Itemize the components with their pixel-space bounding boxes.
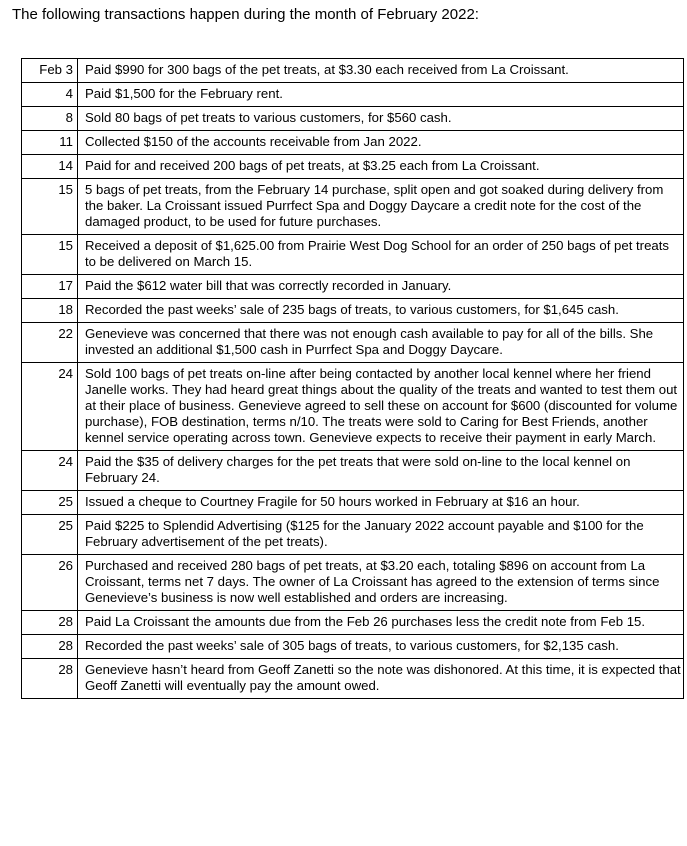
transaction-date: 11 xyxy=(22,131,78,155)
intro-text: The following transactions happen during the month of February 2022: xyxy=(12,6,479,23)
transaction-date: 28 xyxy=(22,611,78,635)
transaction-description: Recorded the past weeks’ sale of 235 bags of treats, to various customers, for $1,645 cash. xyxy=(78,299,684,323)
transaction-row xyxy=(22,131,684,155)
transaction-row xyxy=(22,179,684,235)
transaction-date: 15 xyxy=(22,179,78,235)
transaction-date: 24 xyxy=(22,363,78,451)
transaction-date: 25 xyxy=(22,515,78,555)
transaction-date: 8 xyxy=(22,107,78,131)
transaction-row xyxy=(22,323,684,363)
transaction-description: Issued a cheque to Courtney Fragile for 50 hours worked in February at $16 an hour. xyxy=(78,491,684,515)
transaction-date: 14 xyxy=(22,155,78,179)
transaction-date: 28 xyxy=(22,659,78,699)
transaction-date: 25 xyxy=(22,491,78,515)
transaction-date: 18 xyxy=(22,299,78,323)
transaction-date: 4 xyxy=(22,83,78,107)
transaction-row xyxy=(22,235,684,275)
transaction-row xyxy=(22,635,684,659)
transaction-date: 28 xyxy=(22,635,78,659)
transaction-row xyxy=(22,59,684,83)
transaction-description: Paid $1,500 for the February rent. xyxy=(78,83,684,107)
transaction-description: Paid La Croissant the amounts due from the Feb 26 purchases less the credit note from Feb 15. xyxy=(78,611,684,635)
transaction-row xyxy=(22,155,684,179)
transaction-row xyxy=(22,659,684,699)
transaction-description: Sold 80 bags of pet treats to various customers, for $560 cash. xyxy=(78,107,684,131)
transaction-description: Received a deposit of $1,625.00 from Prairie West Dog School for an order of 250 bags of pet treats to be delivered on March 15. xyxy=(78,235,684,275)
transaction-description: Genevieve hasn’t heard from Geoff Zanetti so the note was dishonored. At this time, it is expected that Geoff Zanetti will eventually pay the amount owed. xyxy=(78,659,684,699)
transaction-row xyxy=(22,611,684,635)
transaction-description: Paid $225 to Splendid Advertising ($125 for the January 2022 account payable and $100 for the February advertisement of the pet treats). xyxy=(78,515,684,555)
transaction-row xyxy=(22,491,684,515)
transaction-description: 5 bags of pet treats, from the February 14 purchase, split open and got soaked during delivery from the baker. La Croissant issued Purrfect Spa and Doggy Daycare a credit note for the cost of the damaged product, to be used for future purchases. xyxy=(78,179,684,235)
transaction-row xyxy=(22,515,684,555)
transactions-body xyxy=(22,59,684,699)
transaction-date: 24 xyxy=(22,451,78,491)
transaction-row xyxy=(22,555,684,611)
transaction-row xyxy=(22,107,684,131)
transaction-description: Paid $990 for 300 bags of the pet treats, at $3.30 each received from La Croissant. xyxy=(78,59,684,83)
transaction-row xyxy=(22,275,684,299)
transaction-description: Purchased and received 280 bags of pet treats, at $3.20 each, totaling $896 on account from La Croissant, terms net 7 days. The owner of La Croissant has agreed to the extension of terms since Genevieve’s business is now well established and orders are increasing. xyxy=(78,555,684,611)
transaction-date: 26 xyxy=(22,555,78,611)
transaction-date: Feb 3 xyxy=(22,59,78,83)
transaction-description: Paid the $35 of delivery charges for the pet treats that were sold on-line to the local kennel on February 24. xyxy=(78,451,684,491)
transaction-description: Paid for and received 200 bags of pet treats, at $3.25 each from La Croissant. xyxy=(78,155,684,179)
transaction-row xyxy=(22,363,684,451)
transaction-row xyxy=(22,299,684,323)
transaction-description: Genevieve was concerned that there was not enough cash available to pay for all of the bills. She invested an additional $1,500 cash in Purrfect Spa and Doggy Daycare. xyxy=(78,323,684,363)
transaction-date: 15 xyxy=(22,235,78,275)
transaction-date: 17 xyxy=(22,275,78,299)
transaction-description: Sold 100 bags of pet treats on-line after being contacted by another local kennel where her friend Janelle works. They had heard great things about the quality of the treats and wanted to test them out at their place of business. Genevieve agreed to sell these on account for $600 (discounted for volume purchase), FOB destination, terms n/10. The treats were sold to Caring for Best Friends, another kennel service operating across town. Genevieve expects to receive their payment in early March. xyxy=(78,363,684,451)
transaction-date: 22 xyxy=(22,323,78,363)
transaction-row xyxy=(22,451,684,491)
transaction-row xyxy=(22,83,684,107)
transaction-description: Recorded the past weeks’ sale of 305 bags of treats, to various customers, for $2,135 cash. xyxy=(78,635,684,659)
transaction-description: Collected $150 of the accounts receivable from Jan 2022. xyxy=(78,131,684,155)
transaction-description: Paid the $612 water bill that was correctly recorded in January. xyxy=(78,275,684,299)
transactions-table xyxy=(21,58,684,699)
